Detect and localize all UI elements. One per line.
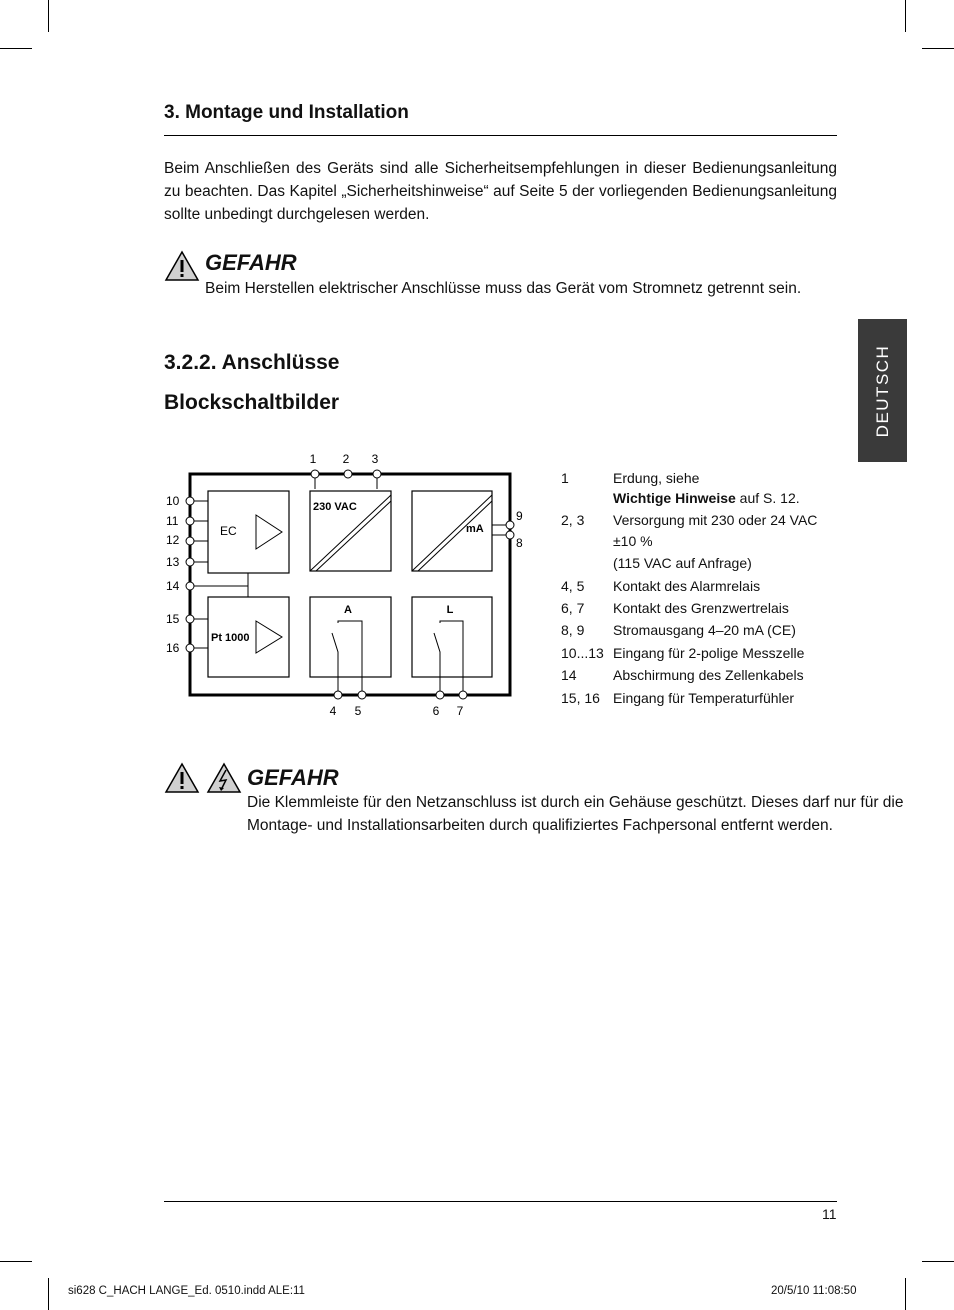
warning-triangle-icon <box>164 762 200 794</box>
terminal <box>459 691 467 699</box>
temperature-block <box>208 597 289 677</box>
intro-paragraph: Beim Anschließen des Geräts sind alle Sicherheitsempfehlungen in dieser Bedienungsanleitung zu beachten. Das Kapitel „Sicherheitshinweise“ auf Seite 5 der vorliegenden Bedienungsanleitung sollte unbedingt durchgelesen werden. <box>164 160 837 223</box>
terminal-label: 7 <box>456 704 464 718</box>
terminal <box>186 517 194 525</box>
legend-text: Versorgung mit 230 oder 24 VAC <box>613 512 818 528</box>
legend-text: Kontakt des Grenzwertrelais <box>613 600 789 616</box>
power-supply-block <box>310 491 391 571</box>
legend-text: Kontakt des Alarmrelais <box>613 578 761 594</box>
legend-text-bold: Wichtige Hinweise <box>613 490 736 506</box>
legend-num: 6, 7 <box>561 600 585 616</box>
diagram-title: Blockschaltbilder <box>164 391 340 414</box>
terminal-label: 1 <box>309 452 317 466</box>
legend-num: 14 <box>561 667 577 683</box>
terminal <box>186 537 194 545</box>
terminal <box>358 691 366 699</box>
warning-text-line-2: Montage- und Installationsarbeiten durch qualifiziertes Fachpersonal entfernt werden. <box>247 817 833 834</box>
warning-title: GEFAHR <box>205 250 297 275</box>
pt-label: Pt 1000 <box>211 632 250 644</box>
language-tab-label: DEUTSCH <box>872 344 892 437</box>
limit-relay-block <box>412 597 492 677</box>
block-diagram <box>160 445 540 725</box>
terminal <box>186 582 194 590</box>
crop-mark <box>905 1278 906 1310</box>
terminal <box>373 470 381 478</box>
electric-hazard-icon <box>206 762 242 794</box>
crop-mark <box>0 1261 32 1262</box>
legend-num: 2, 3 <box>561 512 585 528</box>
legend-text: Stromausgang 4–20 mA (CE) <box>613 622 796 638</box>
page-number: 11 <box>822 1206 837 1222</box>
terminal-label: 2 <box>342 452 350 466</box>
terminal <box>506 521 514 529</box>
legend-text: Abschirmung des Zellenkabels <box>613 667 804 683</box>
terminal <box>436 691 444 699</box>
warning-triangle-icon <box>164 250 200 282</box>
terminal <box>344 470 352 478</box>
legend-text: Eingang für 2-polige Messzelle <box>613 645 805 661</box>
warning-block-2 <box>164 760 904 840</box>
legend-num: 8, 9 <box>561 622 585 638</box>
terminal <box>186 644 194 652</box>
terminal-label: 13 <box>166 555 180 569</box>
terminal-label: 5 <box>354 704 362 718</box>
crop-mark <box>922 48 954 49</box>
legend-text: auf S. 12. <box>735 490 800 506</box>
crop-mark <box>922 1261 954 1262</box>
legend-text: ±10 % <box>613 533 653 549</box>
footer-right: 20/5/10 11:08:50 <box>771 1285 857 1297</box>
crop-mark <box>48 1278 49 1310</box>
terminal-label: 4 <box>329 704 337 718</box>
warning-text-line-1: Die Klemmleiste für den Netzanschluss ist durch ein Gehäuse geschützt. Dieses darf nur für die <box>247 794 904 811</box>
terminal-label: 3 <box>371 452 379 466</box>
ec-block <box>208 491 289 573</box>
terminal <box>311 470 319 478</box>
legend-text: Eingang für Temperaturfühler <box>613 690 795 706</box>
warning-text: Beim Herstellen elektrischer Anschlüsse muss das Gerät vom Stromnetz getrennt sein. <box>205 280 802 297</box>
legend-num: 10...13 <box>561 645 604 661</box>
subsection-title: 3.2.2. Anschlüsse <box>164 351 340 374</box>
crop-mark <box>0 48 32 49</box>
terminal-label: 11 <box>166 514 179 528</box>
terminal <box>506 531 514 539</box>
terminal <box>186 558 194 566</box>
legend-num: 4, 5 <box>561 578 585 594</box>
terminal <box>186 615 194 623</box>
alarm-label: A <box>344 604 352 616</box>
crop-mark <box>48 0 49 32</box>
footer-rule <box>164 1201 837 1202</box>
limit-label: L <box>446 604 454 616</box>
power-label: 230 VAC <box>313 501 357 513</box>
section-rule <box>164 135 837 136</box>
language-tab <box>858 319 907 462</box>
crop-mark <box>905 0 906 32</box>
section-title: 3. Montage und Installation <box>164 102 409 123</box>
current-output-block <box>412 491 492 571</box>
terminal-label: 14 <box>166 579 180 593</box>
terminal-label: 9 <box>516 509 523 523</box>
terminal <box>186 497 194 505</box>
ec-label: EC <box>220 524 237 538</box>
legend-text: (115 VAC auf Anfrage) <box>613 555 752 571</box>
terminal-label: 12 <box>166 533 180 547</box>
warning-title: GEFAHR <box>247 765 339 790</box>
ma-label: mA <box>466 523 484 535</box>
terminal-label: 16 <box>166 641 180 655</box>
terminal-label: 15 <box>166 612 180 626</box>
footer-left: si628 C_HACH LANGE_Ed. 0510.indd ALE:11 <box>68 1285 305 1297</box>
legend-text: Erdung, siehe <box>613 470 700 486</box>
terminal <box>334 691 342 699</box>
legend-num: 15, 16 <box>561 690 600 706</box>
legend-num: 1 <box>561 470 569 486</box>
alarm-relay-block <box>310 597 391 677</box>
terminal-label: 8 <box>516 536 523 550</box>
terminal-label: 6 <box>432 704 440 718</box>
terminal-label: 10 <box>166 494 180 508</box>
